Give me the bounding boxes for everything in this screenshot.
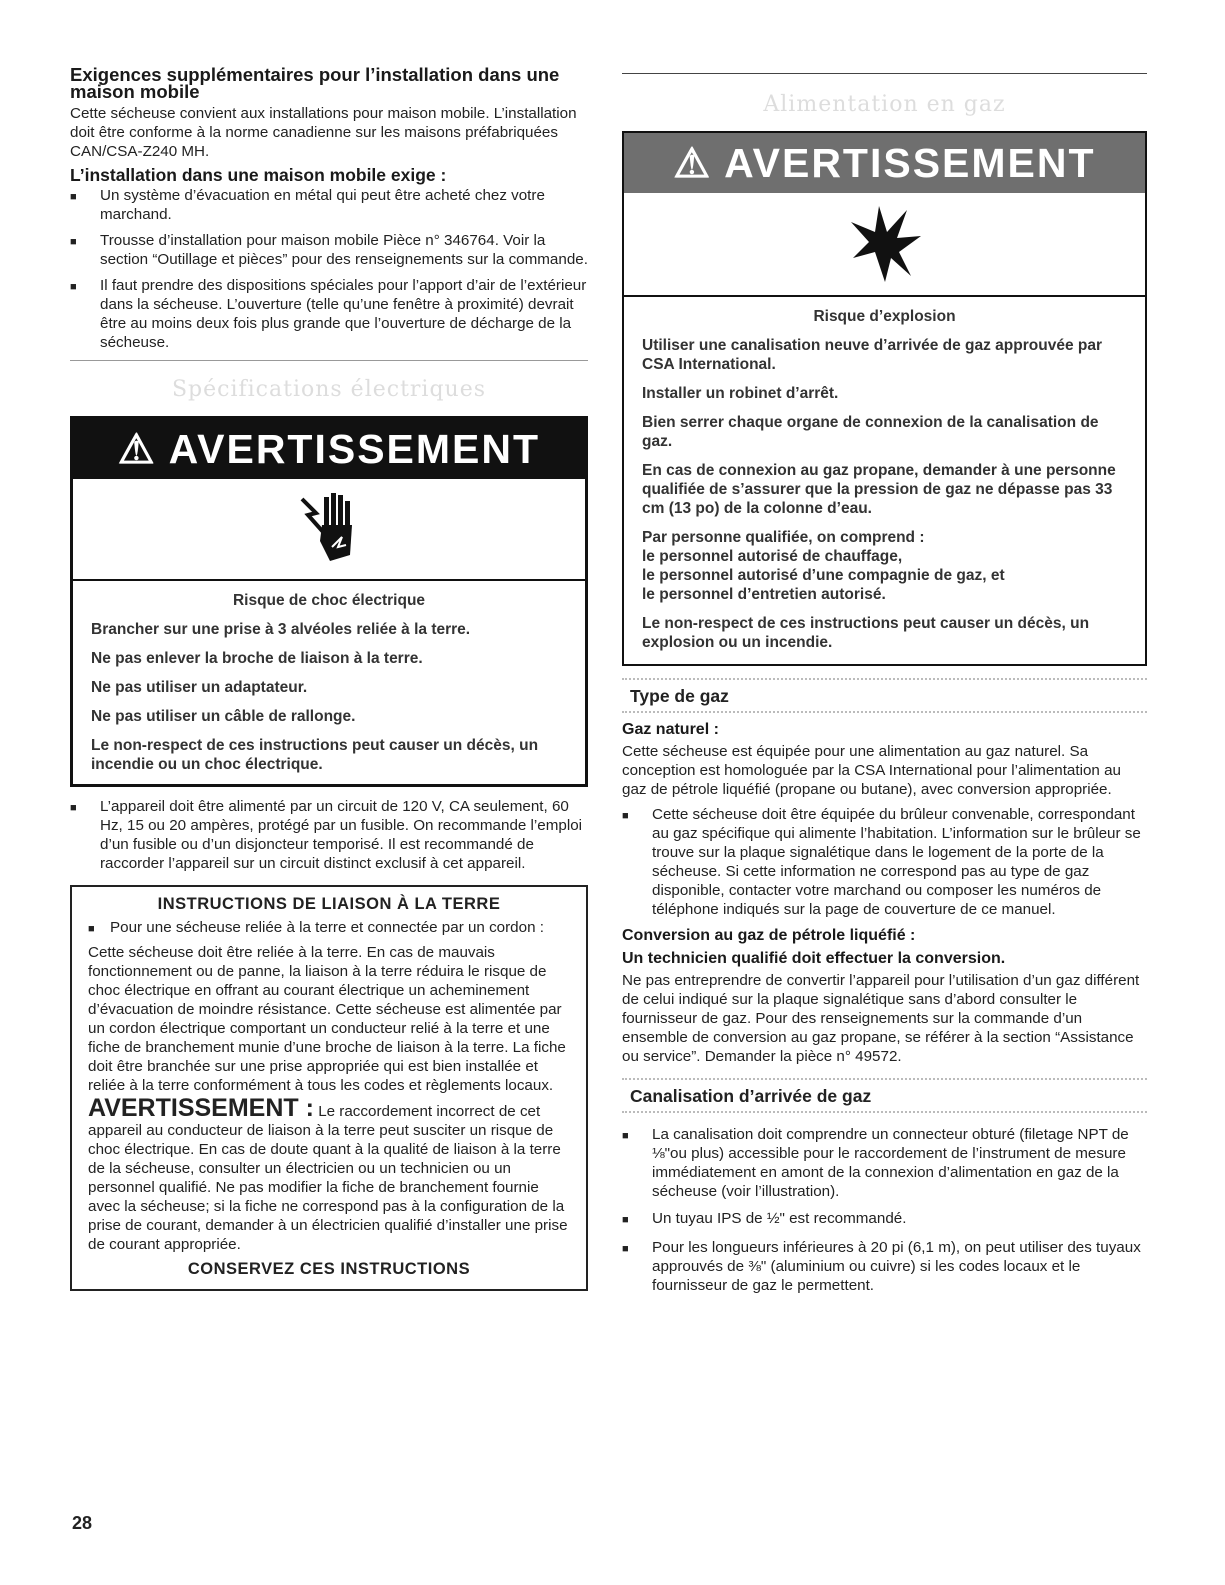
mobile-home-subheading: L’installation dans une maison mobile exige :: [70, 165, 447, 185]
hazard-title: Risque de choc électrique: [232, 592, 426, 609]
bullet-icon: ■: [70, 281, 77, 293]
lpg-paragraph: Ne pas entreprendre de convertir l’appareil pour l’utilisation d’un gaz différent de celui indiqué sur la plaque signalétique sans d’abord consulter le fournisseur de gaz. Pour des renseignements sur la commande d’un ensemble de conversion au gaz propane, se référer à la section “Assistance ou service”. Demander la pièce n° 49572.: [622, 972, 1140, 1065]
right-column: [622, 66, 1147, 1295]
shock-hazard-icon: [73, 479, 585, 581]
bullet-icon: ■: [88, 923, 95, 935]
warning-header: [624, 133, 1145, 193]
grounding-warning-text: Le raccordement incorrect de cet appareil au conducteur de liaison à la terre peut susciter un risque de choc électrique. En cas de doute quant à la qualité de liaison à la terre de la sécheuse, consulter un électricien ou un technicien ou un personnel qualifié. Ne pas modifier la fiche de branchement fournie avec la sécheuse; si la fiche ne correspond pas à la configuration de la prise de courant, demander à un électricien qualifié d’installer une prise de courant appropriée.: [88, 1103, 568, 1253]
grounding-warning-word: AVERTISSEMENT :: [88, 1094, 314, 1122]
list-item: ■ Il faut prendre des dispositions spéciales pour l’apport d’air de l’extérieur dans la sécheuse. L’ouverture (telle qu’une fenêtre à proximité) devrait être au moins deux fois plus grande que l’ouverture de décharge de la sécheuse.: [70, 277, 587, 351]
conserve-instructions: CONSERVEZ CES INSTRUCTIONS: [187, 1260, 471, 1278]
warning-line: Ne pas utiliser un adaptateur.: [91, 679, 308, 696]
mobile-home-intro: Cette sécheuse convient aux installations pour maison mobile. L’installation doit être conforme à la norme canadienne sur les maisons préfabriquées CAN/CSA-Z240 MH.: [70, 105, 577, 160]
list-item: ■ L’appareil doit être alimenté par un circuit de 120 V, CA seulement, 60 Hz, 15 ou 20 ampères, protégé par un fusible. On recommande l’emploi d’un fusible ou d’un disjoncteur temporisé. Il est recommandé de raccorder l’appareil sur un circuit distinct exclusif à cet appareil.: [70, 798, 583, 872]
warning-line: Ne pas utiliser un câble de rallonge.: [91, 708, 356, 725]
grounding-warning: [88, 1094, 570, 1254]
warning-line: Installer un robinet d’arrêt.: [642, 385, 839, 402]
list-item: ■ Cette sécheuse doit être équipée du brûleur convenable, correspondant au gaz spécifique qui alimente l’habitation. L’information sur le brûleur se trouve sur la plaque signalétique dans le logement de la porte de la sécheuse. Si cette information ne correspond pas au type de gaz disponible, contacter votre marchand ou composer les numéros de téléphone indiqués sur la page de couverture de ce manuel.: [622, 806, 1141, 918]
divider: [70, 360, 588, 361]
explosion-hazard-icon: [624, 193, 1145, 297]
mobile-home-heading: Exigences supplémentaires pour l’installation dans une maison mobile: [70, 64, 560, 102]
bullet-icon: ■: [622, 1130, 629, 1142]
qualified-item: le personnel d’entretien autorisé.: [642, 586, 886, 603]
lpg-subheading: Un technicien qualifié doit effectuer la conversion.: [622, 950, 1006, 967]
bullet-icon: ■: [622, 1214, 629, 1226]
grounding-instructions-box: [70, 885, 588, 1291]
left-column: [70, 66, 588, 1291]
hazard-title: Risque d’explosion: [813, 308, 956, 325]
qualified-item: le personnel autorisé d’une compagnie de gaz, et: [642, 567, 1005, 584]
warning-title: AVERTISSEMENT: [168, 426, 541, 472]
bullet-icon: ■: [70, 802, 77, 814]
warning-line: Brancher sur une prise à 3 alvéoles reliée à la terre.: [91, 621, 471, 638]
grounding-title: INSTRUCTIONS DE LIAISON À LA TERRE: [157, 895, 501, 913]
warning-title: AVERTISSEMENT: [724, 140, 1096, 186]
page-number: 28: [72, 1513, 93, 1533]
warning-line: Ne pas enlever la broche de liaison à la terre.: [91, 650, 423, 667]
bullet-icon: ■: [622, 1243, 629, 1255]
bullet-icon: ■: [622, 810, 629, 822]
divider: [622, 678, 1147, 680]
warning-triangle-icon: ⚠: [673, 140, 713, 186]
gas-section-title: Alimentation en gaz: [763, 92, 1006, 117]
lpg-heading: Conversion au gaz de pétrole liquéfié :: [622, 927, 916, 944]
warning-line: En cas de connexion au gaz propane, demander à une personne qualifiée de s’assurer que la pression de gaz ne dépasse pas 33 cm (13 po) de la colonne d’eau.: [642, 462, 1116, 517]
warning-line: Utiliser une canalisation neuve d’arrivée de gaz approuvée par CSA International.: [642, 337, 1102, 373]
qualified-item: le personnel autorisé de chauffage,: [642, 548, 903, 565]
gas-line-heading: Canalisation d’arrivée de gaz: [630, 1086, 872, 1106]
divider: [622, 1078, 1147, 1080]
list-item: ■ Un tuyau IPS de ½" est recommandé.: [622, 1209, 1147, 1230]
list-item: ■ Pour les longueurs inférieures à 20 pi (6,1 m), on peut utiliser des tuyaux approuvés de ⅜" (aluminium ou cuivre) si les codes locaux et le fournisseur de gaz le permettent.: [622, 1239, 1141, 1294]
divider: [622, 73, 1147, 74]
list-item: ■ La canalisation doit comprendre un connecteur obturé (filetage NPT de ⅛"ou plus) accessible pour le raccordement de l’instrument de mesure immédiatement en amont de la connexion d’alimentation en gaz de la sécheuse (voir l’illustration).: [622, 1126, 1129, 1200]
list-item: ■ Pour une sécheuse reliée à la terre et connectée par un cordon :: [88, 918, 570, 939]
warning-line: Le non-respect de ces instructions peut causer un décès, un incendie ou un choc électrique.: [91, 737, 539, 773]
gas-type-heading: Type de gaz: [630, 686, 729, 706]
gas-warning-box: [622, 131, 1147, 666]
warning-header: [73, 419, 585, 479]
list-item: ■ Un système d’évacuation en métal qui peut être acheté chez votre marchand.: [70, 187, 545, 223]
qualified-intro: Par personne qualifiée, on comprend :: [642, 529, 925, 546]
bullet-icon: ■: [70, 191, 77, 203]
warning-line: Le non-respect de ces instructions peut causer un décès, un explosion ou un incendie.: [642, 615, 1090, 651]
divider: [622, 1111, 1147, 1113]
electrical-warning-box: [70, 416, 588, 787]
grounding-paragraph: Cette sécheuse doit être reliée à la terre. En cas de mauvais fonctionnement ou de panne, la liaison à la terre réduira le risque de choc électrique en offrant au courant électrique un acheminement d’évacuation de moindre résistance. Cette sécheuse est alimentée par un cordon électrique comportant un conducteur relié à la terre et une fiche de branchement munie d’une broche de liaison à la terre. La fiche doit être branchée sur une prise appropriée qui est bien installée et reliée à la terre conformément à tous les codes et règlements locaux.: [88, 944, 566, 1094]
list-item: ■ Trousse d’installation pour maison mobile Pièce n° 346764. Voir la section “Outillage et pièces” pour des renseignements sur la commande.: [70, 232, 588, 268]
warning-triangle-icon: ⚠: [117, 426, 157, 472]
divider: [622, 711, 1147, 713]
natural-gas-paragraph: Cette sécheuse est équipée pour une alimentation au gaz naturel. Sa conception est homologuée par la CSA International pour l’alimentation au gaz de pétrole liquéfié (propane ou butane), avec conversion appropriée.: [622, 743, 1121, 798]
bullet-icon: ■: [70, 236, 77, 248]
electrical-section-title: Spécifications électriques: [171, 377, 487, 402]
natural-gas-heading: Gaz naturel :: [622, 721, 719, 738]
warning-line: Bien serrer chaque organe de connexion de la canalisation de gaz.: [642, 414, 1099, 450]
